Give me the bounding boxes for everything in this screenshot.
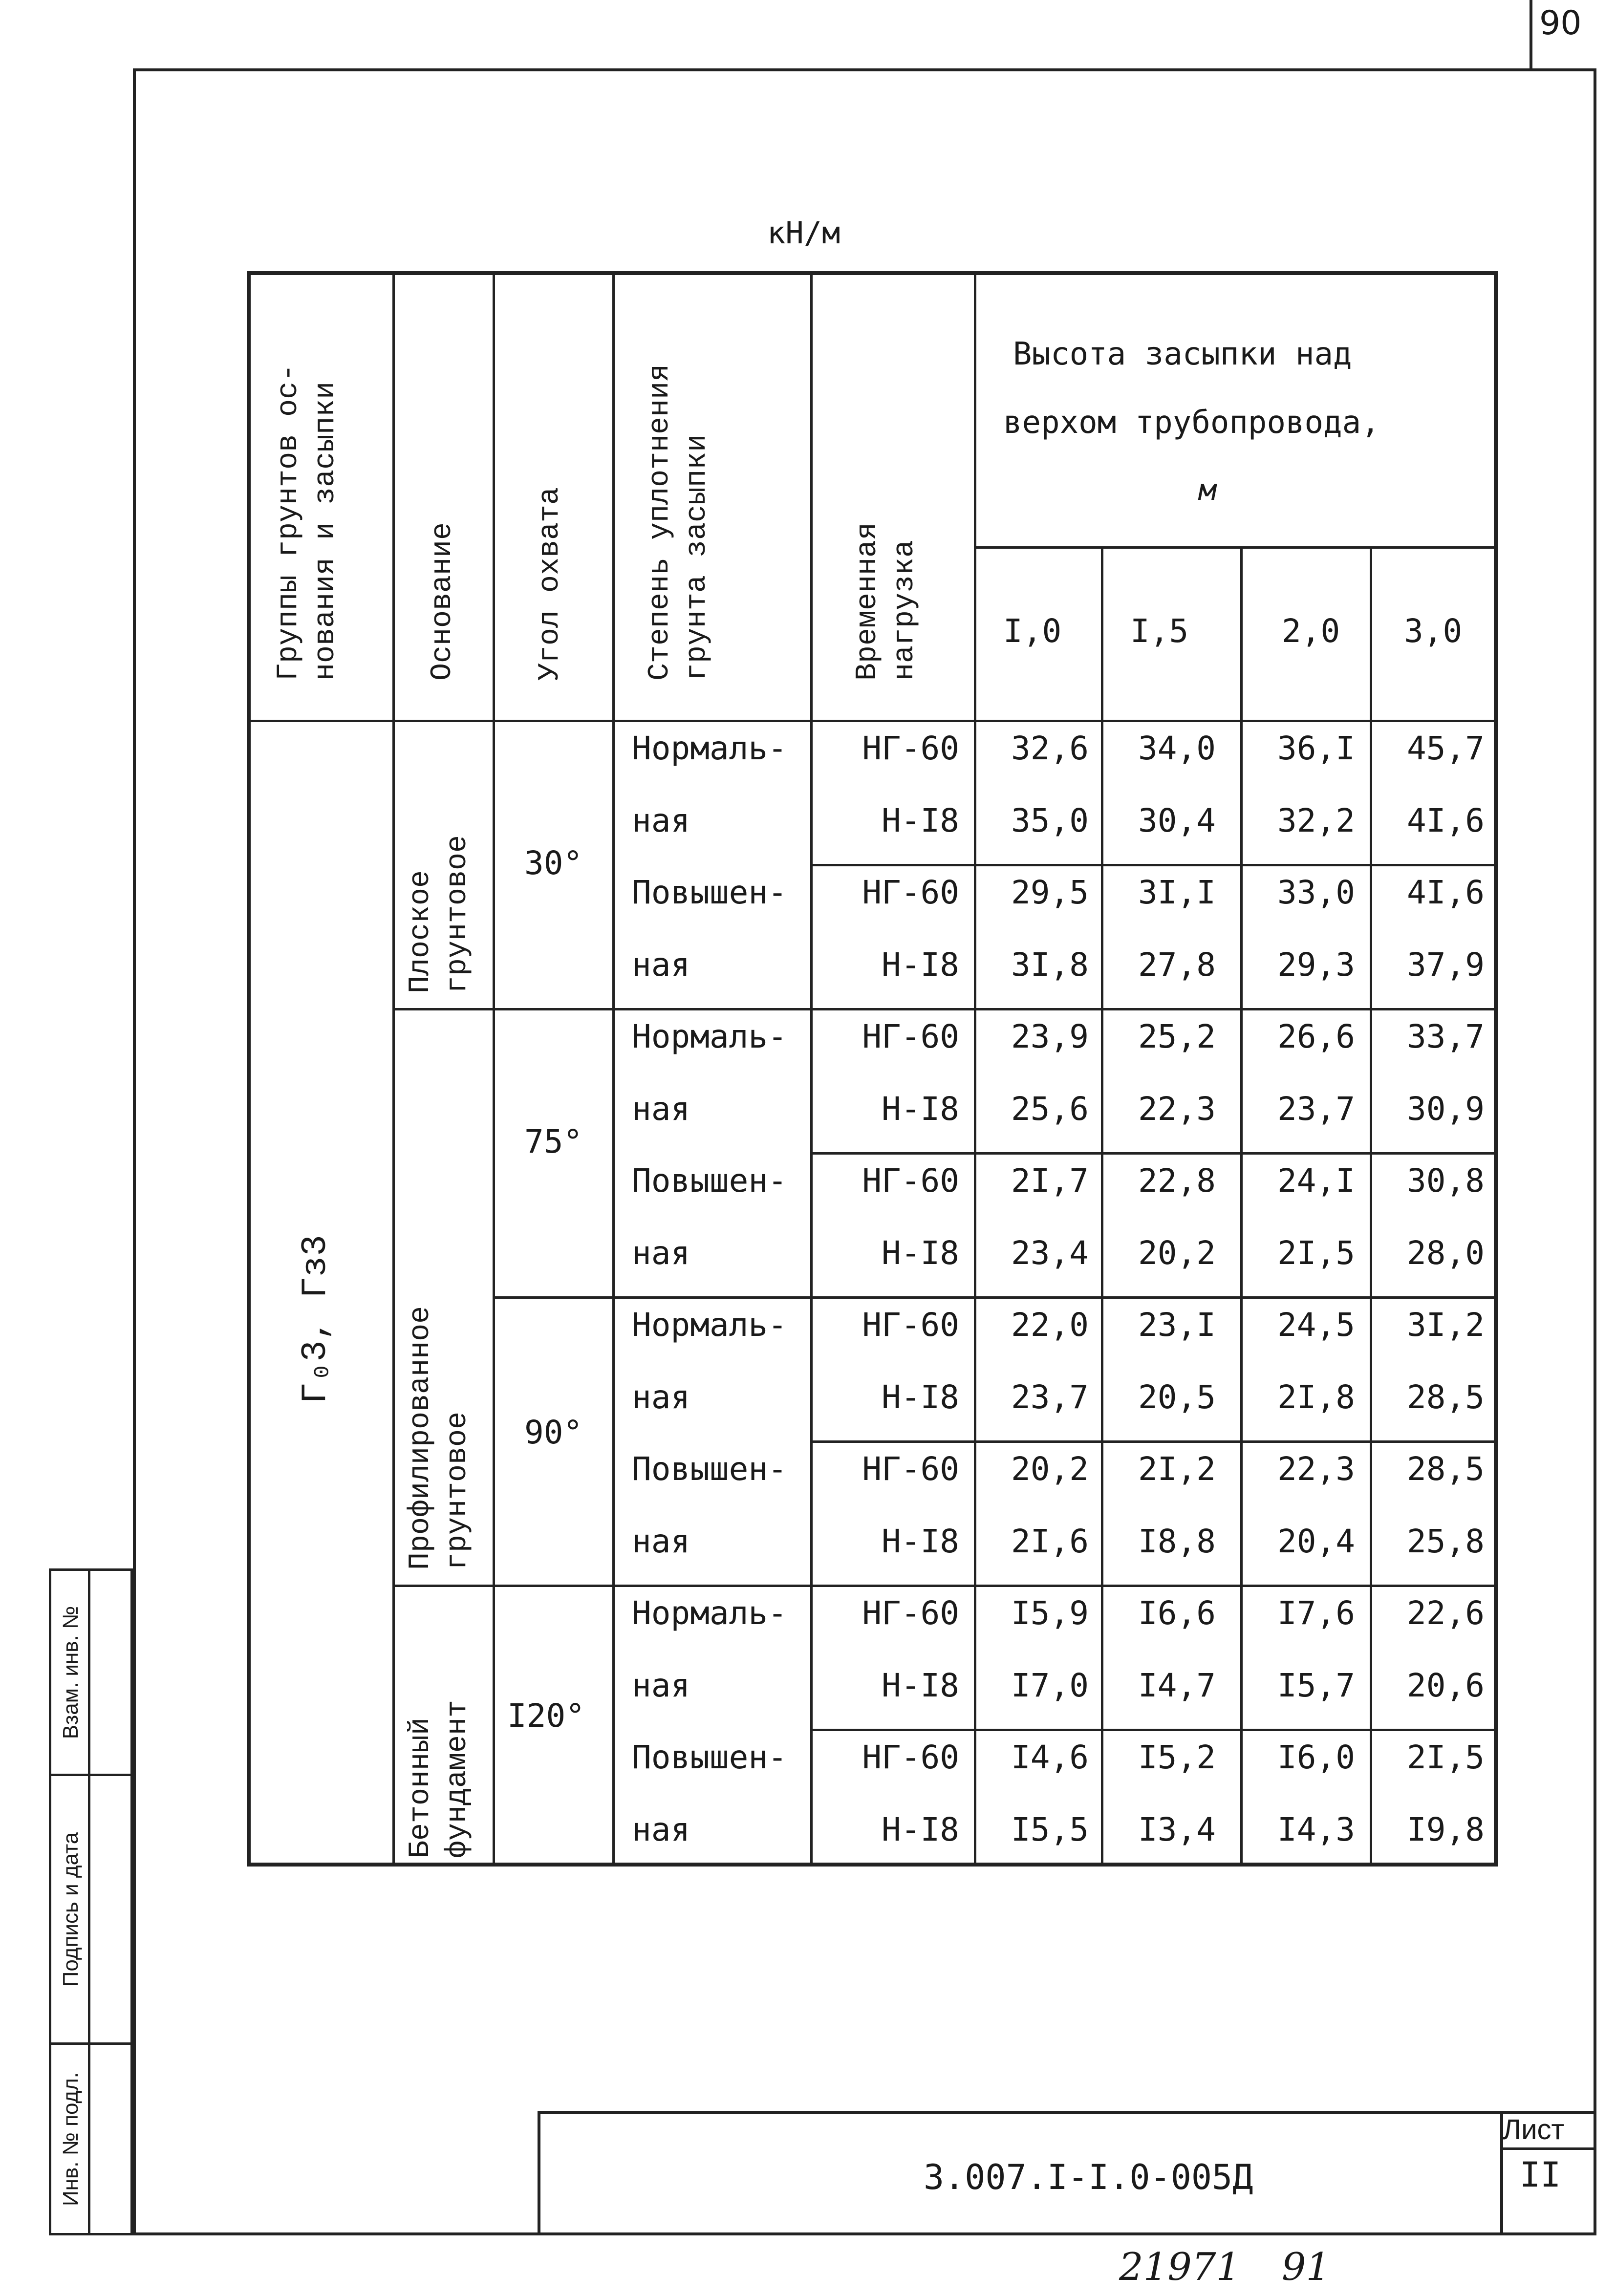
table-cell: 22,0	[1011, 1306, 1089, 1344]
handwritten-number: 21971 91	[1119, 2245, 1331, 2289]
col-line	[612, 275, 615, 1863]
load-label: НГ-60	[862, 1018, 959, 1055]
load-label: Н-I8	[882, 1522, 959, 1560]
header-soil-groups-line2: нования и засыпки	[309, 381, 343, 681]
header-height-line2: верхом трубопровода,	[1003, 405, 1380, 441]
header-load	[849, 522, 924, 681]
row-line	[392, 1008, 1494, 1010]
row-line	[810, 864, 1494, 866]
row-line	[810, 1729, 1494, 1731]
col-line	[810, 275, 813, 1863]
compaction-label: ная	[632, 1666, 690, 1704]
table-cell: 25,2	[1138, 1018, 1216, 1055]
header-height-unit: м	[1199, 473, 1217, 507]
compaction-label: ная	[632, 1810, 690, 1848]
stamp-inv-original	[51, 2045, 130, 2233]
table-cell: 20,6	[1407, 1666, 1485, 1704]
angle-120: I20°	[507, 1697, 585, 1735]
load-label: Н-I8	[882, 1810, 959, 1848]
sheet-box-divider	[1500, 2147, 1596, 2150]
sheet-label: Лист	[1503, 2114, 1565, 2146]
compaction-label: Повышен-	[632, 1162, 787, 1200]
base-profiled-soil	[402, 1238, 476, 1570]
compaction-label: Нормаль-	[632, 1018, 787, 1055]
table-cell: I6,0	[1277, 1738, 1355, 1776]
load-label: Н-I8	[882, 945, 959, 984]
header-load-line2: нагрузка	[888, 539, 922, 681]
table-cell: 30,9	[1407, 1090, 1485, 1128]
table-cell: I7,6	[1277, 1594, 1355, 1632]
table-cell: 4I,6	[1407, 874, 1485, 911]
row-line	[810, 1152, 1494, 1155]
stamp-inv-original-label: Инв. № подл.	[59, 2072, 83, 2206]
table-cell: I5,9	[1011, 1594, 1089, 1632]
table-cell: 33,0	[1277, 874, 1355, 911]
table-cell: 32,2	[1277, 801, 1355, 839]
table-cell: 28,5	[1407, 1450, 1485, 1488]
data-table	[247, 271, 1498, 1867]
table-cell: 28,0	[1407, 1234, 1485, 1272]
load-label: НГ-60	[862, 730, 959, 767]
load-label: НГ-60	[862, 1162, 959, 1200]
table-cell: 33,7	[1407, 1018, 1485, 1055]
load-label: Н-I8	[882, 1378, 959, 1416]
table-cell: 2I,5	[1277, 1234, 1355, 1272]
table-cell: 28,5	[1407, 1378, 1485, 1416]
header-height-1-5: I,5	[1130, 612, 1189, 650]
row-line	[810, 1440, 1494, 1443]
header-angle	[532, 487, 569, 681]
header-height-1: I,0	[1003, 612, 1062, 650]
stamp-signature-date	[51, 1776, 130, 2045]
compaction-label: ная	[632, 1378, 690, 1416]
page-number: 90	[1539, 4, 1582, 43]
soil-group-value	[297, 1235, 334, 1404]
base-flat-soil-text: Плоское грунтовое	[404, 835, 474, 993]
row-line	[974, 546, 1494, 549]
table-cell: 29,5	[1011, 874, 1089, 911]
header-load-line1: Временная	[851, 522, 884, 681]
base-concrete	[402, 1594, 476, 1858]
table-cell: I7,0	[1011, 1666, 1089, 1704]
table-cell: I9,8	[1407, 1810, 1485, 1848]
base-concrete-text: Бетонный фундамент	[404, 1699, 474, 1858]
stamp-inv-replace-label: Взам. инв. №	[59, 1606, 83, 1739]
stamp-inv-replace	[51, 1571, 130, 1776]
header-height-line1: Высота засыпки над	[1013, 336, 1352, 372]
table-cell: 23,I	[1138, 1306, 1216, 1344]
table-cell: 45,7	[1407, 730, 1485, 767]
header-angle-text: Угол охвата	[534, 487, 567, 681]
header-compaction	[642, 364, 716, 681]
load-label: НГ-60	[862, 874, 959, 911]
row-line	[392, 1585, 1494, 1587]
col-line	[493, 275, 495, 1863]
table-cell: 3I,I	[1138, 874, 1216, 911]
angle-90: 90°	[524, 1414, 583, 1451]
stamp-signature-date-label: Подпись и дата	[59, 1832, 83, 1987]
table-cell: 36,I	[1277, 730, 1355, 767]
compaction-label: ная	[632, 1234, 690, 1272]
table-cell: 3I,8	[1011, 945, 1089, 984]
table-cell: 2I,6	[1011, 1522, 1089, 1560]
header-soil-groups-line1: Группы грунтов ос-	[272, 364, 305, 681]
table-cell: 23,9	[1011, 1018, 1089, 1055]
base-profiled-soil-text: Профилированное грунтовое	[404, 1306, 474, 1570]
header-height-2: 2,0	[1282, 612, 1340, 650]
table-cell: I5,7	[1277, 1666, 1355, 1704]
table-cell: 20,2	[1011, 1450, 1089, 1488]
compaction-label: Нормаль-	[632, 1594, 787, 1632]
table-cell: 34,0	[1138, 730, 1216, 767]
table-cell: 20,4	[1277, 1522, 1355, 1560]
sheet-number: II	[1520, 2155, 1561, 2195]
angle-75: 75°	[524, 1123, 583, 1160]
document-code: 3.007.I-I.0-005Д	[924, 2157, 1253, 2197]
compaction-label: ная	[632, 945, 690, 984]
compaction-label: Нормаль-	[632, 730, 787, 767]
header-compaction-line1: Степень уплотнения	[644, 364, 677, 681]
header-soil-groups	[270, 364, 345, 681]
table-cell: 25,8	[1407, 1522, 1485, 1560]
compaction-label: Повышен-	[632, 1738, 787, 1776]
table-cell: I5,5	[1011, 1810, 1089, 1848]
compaction-label: Повышен-	[632, 1450, 787, 1488]
compaction-label: Повышен-	[632, 874, 787, 911]
table-cell: 35,0	[1011, 801, 1089, 839]
load-label: Н-I8	[882, 1090, 959, 1128]
load-label: Н-I8	[882, 801, 959, 839]
table-cell: I4,7	[1138, 1666, 1216, 1704]
table-cell: 22,6	[1407, 1594, 1485, 1632]
soil-group-value-text: Г₀3, Гз3	[296, 1235, 336, 1404]
table-cell: I6,6	[1138, 1594, 1216, 1632]
table-cell: 26,6	[1277, 1018, 1355, 1055]
table-cell: 20,2	[1138, 1234, 1216, 1272]
header-compaction-line2: грунта засыпки	[681, 434, 714, 681]
table-cell: 37,9	[1407, 945, 1485, 984]
table-cell: 24,I	[1277, 1162, 1355, 1200]
load-label: НГ-60	[862, 1306, 959, 1344]
compaction-label: Нормаль-	[632, 1306, 787, 1344]
table-cell: I4,6	[1011, 1738, 1089, 1776]
row-line	[493, 1296, 1494, 1299]
table-cell: I4,3	[1277, 1810, 1355, 1848]
table-cell: 2I,5	[1407, 1738, 1485, 1776]
table-cell: I8,8	[1138, 1522, 1216, 1560]
table-cell: 27,8	[1138, 945, 1216, 984]
compaction-label: ная	[632, 801, 690, 839]
units-label: кН/м	[767, 215, 840, 251]
compaction-label: ная	[632, 1090, 690, 1128]
table-cell: 29,3	[1277, 945, 1355, 984]
table-cell: 20,5	[1138, 1378, 1216, 1416]
stamp-strip	[49, 1568, 133, 2235]
load-label: НГ-60	[862, 1450, 959, 1488]
table-cell: 30,4	[1138, 801, 1216, 839]
col-line	[392, 275, 395, 1863]
header-base-text: Основание	[426, 522, 459, 681]
table-cell: 23,7	[1277, 1090, 1355, 1128]
load-label: НГ-60	[862, 1738, 959, 1776]
load-label: НГ-60	[862, 1594, 959, 1632]
load-label: Н-I8	[882, 1666, 959, 1704]
table-cell: 2I,2	[1138, 1450, 1216, 1488]
base-flat-soil	[402, 720, 476, 993]
compaction-label: ная	[632, 1522, 690, 1560]
table-cell: 22,8	[1138, 1162, 1216, 1200]
table-cell: 23,4	[1011, 1234, 1089, 1272]
table-cell: 2I,8	[1277, 1378, 1355, 1416]
load-label: Н-I8	[882, 1234, 959, 1272]
table-cell: 23,7	[1011, 1378, 1089, 1416]
table-cell: 4I,6	[1407, 801, 1485, 839]
angle-30: 30°	[524, 844, 583, 882]
header-height-3: 3,0	[1404, 612, 1463, 650]
table-cell: 3I,2	[1407, 1306, 1485, 1344]
table-cell: 22,3	[1138, 1090, 1216, 1128]
header-base	[424, 522, 461, 681]
table-cell: I5,2	[1138, 1738, 1216, 1776]
table-cell: 22,3	[1277, 1450, 1355, 1488]
table-cell: 32,6	[1011, 730, 1089, 767]
table-cell: 2I,7	[1011, 1162, 1089, 1200]
table-cell: 24,5	[1277, 1306, 1355, 1344]
table-cell: I3,4	[1138, 1810, 1216, 1848]
table-cell: 30,8	[1407, 1162, 1485, 1200]
table-cell: 25,6	[1011, 1090, 1089, 1128]
